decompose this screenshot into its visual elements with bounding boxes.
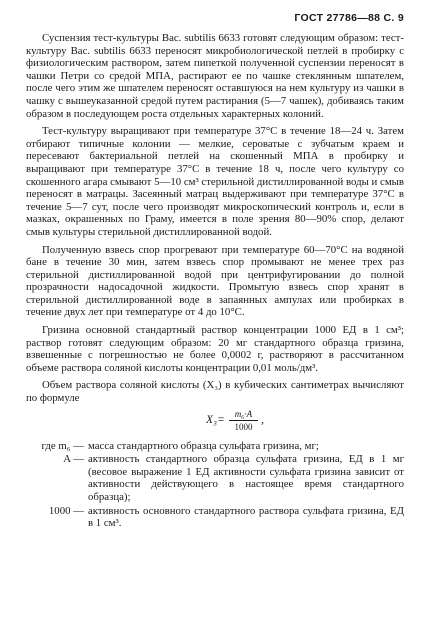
definition-term: A — <box>63 453 84 466</box>
formula-trail: , <box>261 414 265 427</box>
definition-item <box>26 440 404 453</box>
definition-item <box>26 453 404 503</box>
formula-lhs: X₃= <box>205 414 225 427</box>
page-header: ГОСТ 27786—88 С. 9 <box>294 12 404 24</box>
paragraph-suspension: Суспензия тест-культуры Bac. subtilis 6633 готовят следующим образом: тест-культуру Bac. subtilis 6633 переносят микробиологической петлей в пробирку с физиологическим раствором, затем пипеткой полученной суспензии переносят в чашки Петри со средой МПА, растирают ее по чашке стеклянным шпателем, после чего этим же шпателем переносят оставшуюся на нем культуру из чашки в чашку с вышеуказанной средой путем растирания (5—7 чашек), добиваясь таким образом в последующем роста отдельных характерных колоний. <box>26 32 404 120</box>
paragraph-cultivation: Тест-культуру выращивают при температуре 37°С в течение 18—24 ч. Затем отбирают типичные колонии — мелкие, сероватые с зубчатым краем и пересевают бактериальной петлей на скошенный МПА в пробирку и выращивают при температуре 37°С в течение 18 ч, после чего культуру со скошенного агара смывают 5—10 см³ стерильной дистиллированной воды и смыв переносят в матрацы. Засеянный матрац выдерживают при температуре 37°С в течение 5—7 сут, после чего производят микроскопический контроль и, если в мазках, окрашенных по Граму, имеется в поле зрения 80—90% спор, делают смыв культуры стерильной дистиллированной водой. <box>26 125 404 238</box>
paragraph-spore-suspension: Полученную взвесь спор прогревают при температуре 60—70°С на водяной бане в течение 30 мин, затем взвесь спор промывают не менее трех раз стерильной дистиллированной водой при центрифугировании до полной прозрачности надосадочной жидкости. Промытую взвесь спор хранят в стерильной дистиллированной воде в запаянных ампулах или пробирках в течение двух лет при температуре от 4 до 10°С. <box>26 243 404 319</box>
definition-text: активность стандартного образца сульфата гризина, ЕД в 1 мг (весовое выражение 1 ЕД активности сульфата гризина зависит от активности действующего в настоящее время стандартного образца); <box>88 453 404 503</box>
definition-term: где m₆ — <box>41 439 84 452</box>
definition-item <box>26 505 404 530</box>
paragraph-volume-intro: Объем раствора соляной кислоты (X₃) в кубических сантиметрах вычисляют по формуле <box>26 379 404 405</box>
definition-text: активность основного стандартного раствора сульфата гризина, ЕД в 1 см³. <box>88 504 404 530</box>
definition-term: 1000 — <box>48 504 84 517</box>
definition-text: масса стандартного образца сульфата гризина, мг; <box>88 439 319 452</box>
definitions-list <box>26 440 404 530</box>
formula-denominator: 1000 <box>234 421 253 432</box>
formula-numerator: m₆·A <box>229 409 258 421</box>
paragraph-grisin-solution: Гризина основной стандартный раствор концентрации 1000 ЕД в 1 см³; раствор готовят следующим образом: 20 мг стандартного образца гризина, взвешенные с погрешностью не более 0,0002 г, растворяют в рассчитанном объеме раствора соляной кислоты концентрации 0,01 моль/дм³. <box>26 324 404 374</box>
formula <box>66 409 404 432</box>
formula-fraction <box>229 409 258 432</box>
